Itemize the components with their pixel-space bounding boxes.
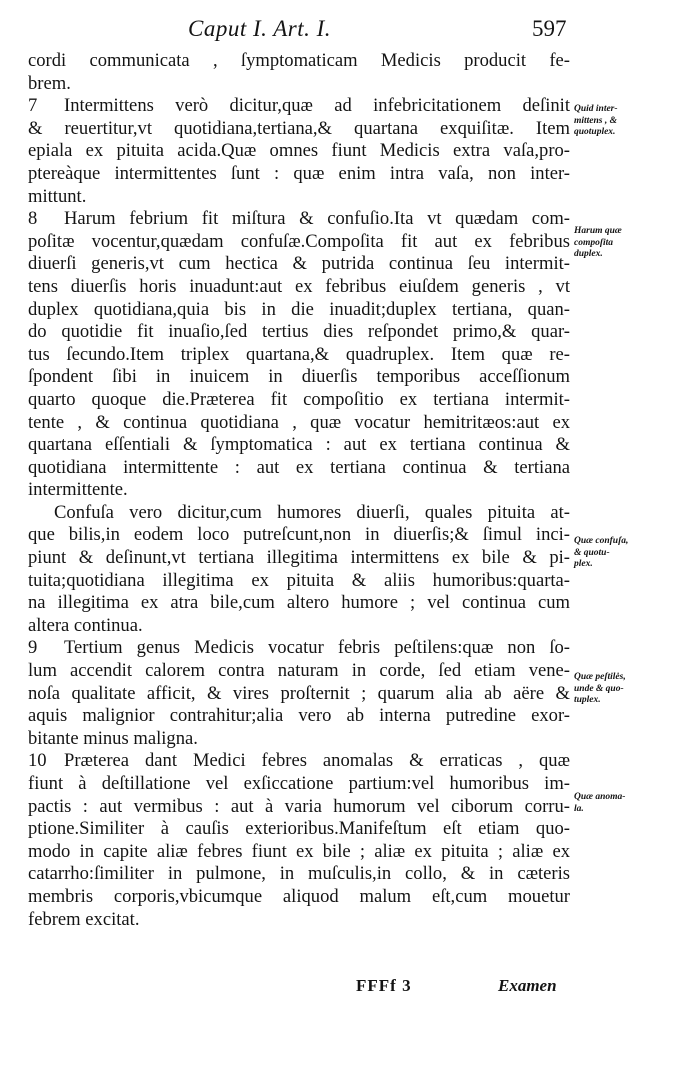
text-line: diuerſi generis,vt cum hectica & putrida continua ſeu intermit- <box>28 253 570 275</box>
paragraph-number: 9 <box>28 637 38 659</box>
running-title: Caput I. Art. I. <box>188 16 332 41</box>
text-line: na illegitima ex atra bile,cum altero humore ; vel continua cum <box>28 592 570 614</box>
margin-note-line: mittens , & <box>574 115 618 126</box>
margin-note-line: Quæ anoma- <box>574 792 626 802</box>
paragraph-7 <box>28 95 570 208</box>
margin-note-line: compoſita <box>574 237 614 248</box>
text-line: duplex quotidiana,quia bis in die inuadit;duplex tertiana, quan- <box>28 298 570 320</box>
text-line: tus ſecundo.Item triplex quartana,& quadruplex. Item quæ re- <box>28 343 570 365</box>
margin-note-line: plex. <box>574 559 593 569</box>
text-line-content: Intermittens verò dicitur,quæ ad infebricitationem deſinit <box>64 95 570 117</box>
main-text <box>28 50 570 931</box>
text-line <box>28 208 570 231</box>
margin-note <box>574 536 694 571</box>
margin-note-line: duplex. <box>574 249 603 259</box>
paragraph <box>28 50 570 95</box>
text-line <box>28 637 570 660</box>
text-line <box>28 750 570 773</box>
paragraph-number: 7 <box>28 95 38 117</box>
text-line: aquis malignior contrahitur;alia vero ab interna putredine exor- <box>28 705 570 727</box>
text-line: fiunt à deſtillatione vel exſiccatione partium:vel humoribus im- <box>28 773 570 794</box>
margin-note-line: Quæ confuſa, <box>574 536 629 546</box>
text-line: tente , & continua quotidiana , quæ vocatur hemitritæos:aut ex <box>28 411 570 433</box>
text-line: mittunt. <box>28 185 87 207</box>
text-line: piunt & deſinunt,vt tertiana illegitima intermittens ex bile & pi- <box>28 547 570 569</box>
paragraph-8 <box>28 208 570 502</box>
text-line: epiala ex pituita acida.Quæ omnes fiunt Medicis extra vaſa,pro- <box>28 140 570 162</box>
page-footer <box>0 976 700 1002</box>
margin-note-line: la. <box>574 803 584 814</box>
text-line: brem. <box>28 72 71 94</box>
catchword: Examen <box>498 976 557 995</box>
signature-mark: FFFf 3 <box>356 976 412 995</box>
text-line-content: Præterea dant Medici febres anomalas & erraticas , quæ <box>64 750 570 772</box>
text-line: que bilis,in eodem loco putreſcunt,non in diuerſis;& ſimul inci- <box>28 524 570 546</box>
text-line: quotidiana intermittente : aut ex tertiana continua & tertiana <box>28 456 570 478</box>
text-line-content: Harum febrium fit miſtura & confuſio.Ita vt quædam com- <box>64 208 570 230</box>
text-line: Confuſa vero dicitur,cum humores diuerſi, quales pituita at- <box>54 501 570 523</box>
paragraph-number: 8 <box>28 208 38 230</box>
margin-note-line: quotuplex. <box>574 127 616 137</box>
text-line: ptereàque intermittentes ſunt : quæ enim intra vaſa, non inter- <box>28 162 570 184</box>
margin-note-line: unde & quo- <box>574 683 624 694</box>
text-line: lum accendit calorem contra naturam in corde, ſed etiam vene- <box>28 660 570 682</box>
margin-note-line: tuplex. <box>574 695 601 705</box>
margin-note <box>574 792 694 815</box>
margin-note-line: & quotu- <box>574 547 610 558</box>
text-line: tens diuerſis horis inuadunt:aut ex febribus eiuſdem generis , vt <box>28 275 570 297</box>
text-line: pactis : aut vermibus : aut à varia humorum vel ciborum corru- <box>28 795 570 817</box>
text-line: & reuertitur,vt quotidiana,tertiana,& quartana exquiſitæ. Item <box>28 117 570 139</box>
text-line: poſitæ vocentur,quædam confuſæ.Compoſita fit aut ex febribus <box>28 230 570 252</box>
page-number: 597 <box>532 16 567 41</box>
text-line <box>28 95 570 118</box>
text-line: febrem excitat. <box>28 908 140 930</box>
text-line: bitante minus maligna. <box>28 727 198 749</box>
margin-note <box>574 672 694 707</box>
paragraph-9 <box>28 637 570 750</box>
text-line: modo in capite aliæ febres fiunt ex bile ; aliæ ex pituita ; aliæ ex <box>28 840 570 862</box>
text-line: tuita;quotidiana illegitima ex pituita & aliis humoribus:quarta- <box>28 569 570 591</box>
paragraph-number: 10 <box>28 750 47 772</box>
text-line: noſa qualitate afficit, & vires proſternit ; quarum alia ab aëre & <box>28 682 570 704</box>
text-line: do quotidie fit inuaſio,ſed tertius dies reſpondet primo,& quar- <box>28 321 570 343</box>
margin-note-line: Harum quæ <box>574 226 622 236</box>
text-line: ptione.Similiter à cauſis exterioribus.Manifeſtum eſt etiam quo- <box>28 818 570 840</box>
paragraph-confusa <box>28 502 570 638</box>
margin-note-line: Quid inter- <box>574 104 618 114</box>
text-line: cordi communicata , ſymptomaticam Medicis producit fe- <box>28 50 570 71</box>
margin-note <box>574 104 694 139</box>
margin-note <box>574 226 694 261</box>
marginalia <box>574 0 694 1072</box>
text-line: quartana eſſentiali & ſymptomatica : aut ex tertiana continua & <box>28 434 570 456</box>
margin-note-line: Quæ peſtilės, <box>574 672 626 682</box>
text-line: ſpondent ſibi in inuicem in diuerſis temporibus acceſſionum <box>28 366 570 388</box>
text-line: intermittente. <box>28 479 128 501</box>
text-line: quarto quoque die.Præterea fit compoſitio ex tertiana intermit- <box>28 388 570 410</box>
text-line: altera continua. <box>28 614 143 636</box>
paragraph-10 <box>28 750 570 931</box>
text-line: membris corporis,vbicumque aliquod malum eſt,cum mouetur <box>28 885 570 907</box>
text-line: catarrho:ſimiliter in pulmone, in muſculis,in collo, & in cæteris <box>28 863 570 885</box>
text-line-content: Tertium genus Medicis vocatur febris peſtilens:quæ non ſo- <box>64 637 570 659</box>
